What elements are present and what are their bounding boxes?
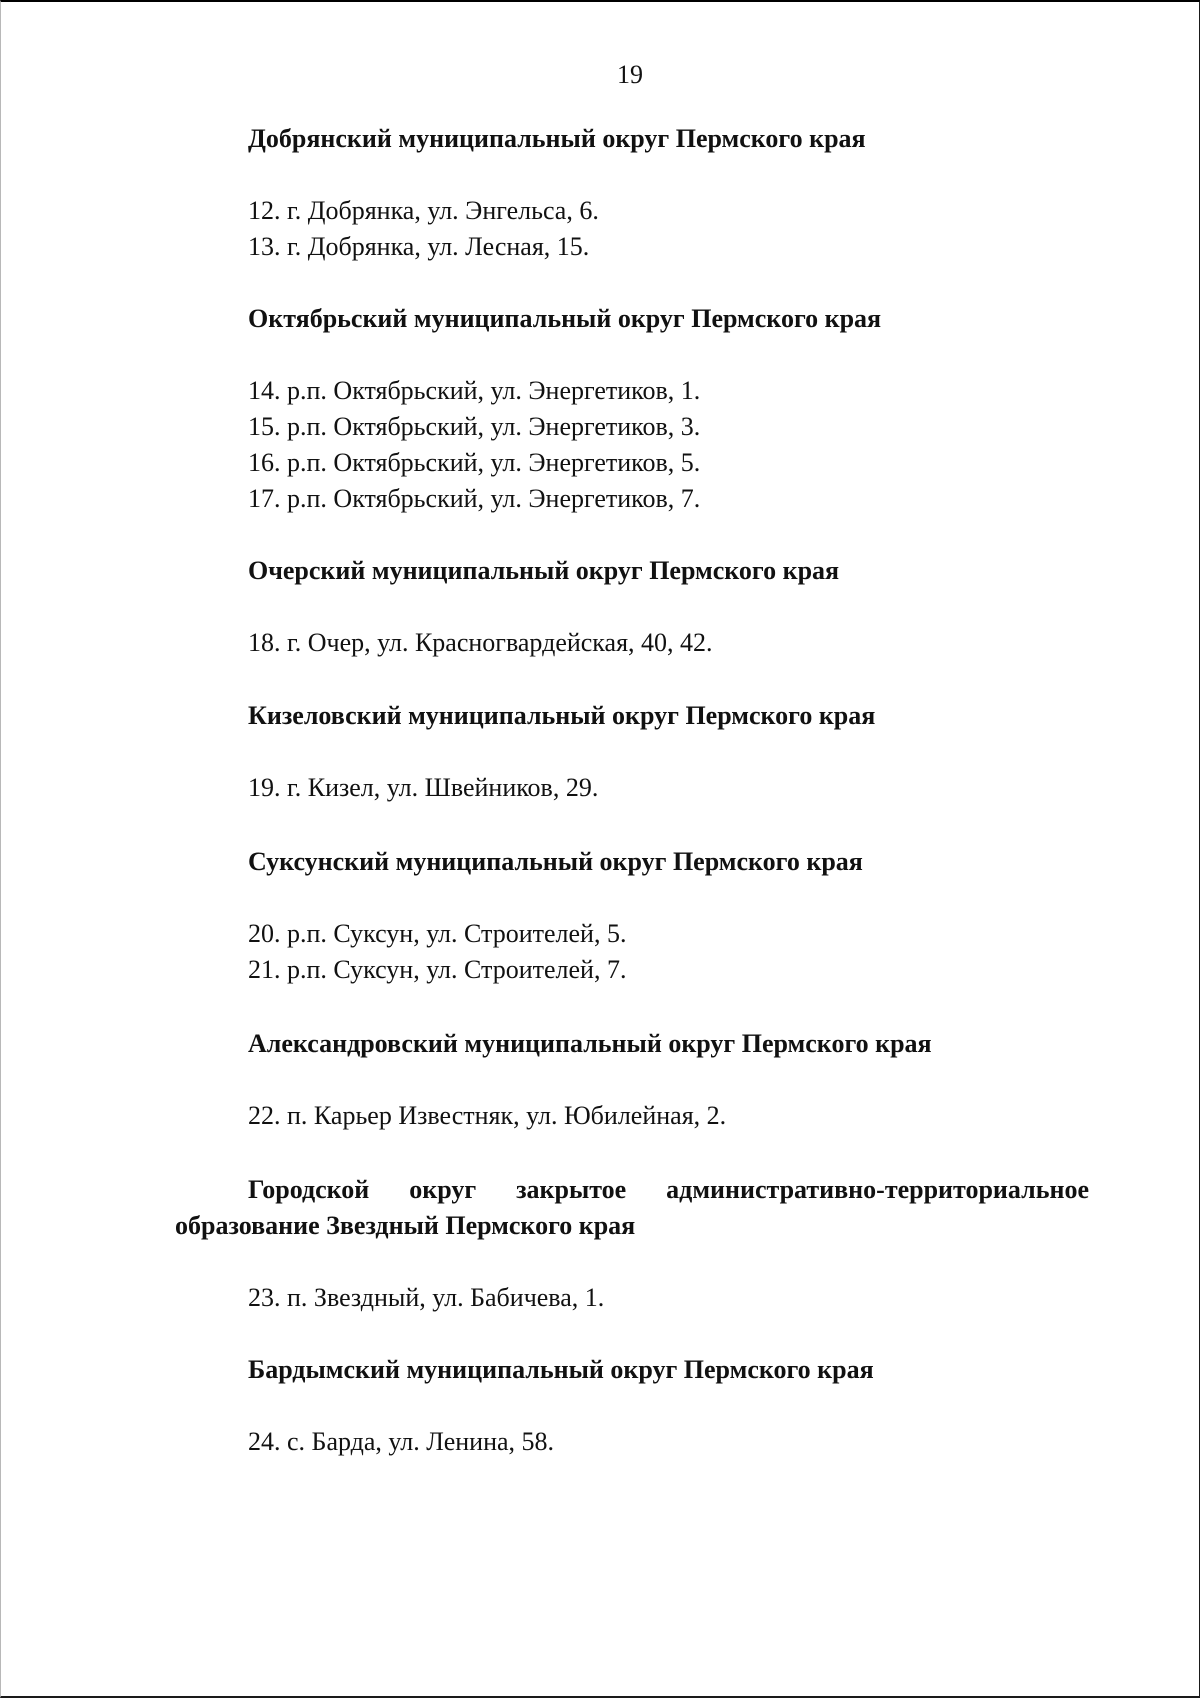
address-item-20: 20. р.п. Суксун, ул. Строителей, 5. bbox=[248, 919, 627, 948]
section-title-zvezdny-line-1: Городской округ закрытое административно-территориальное bbox=[248, 1175, 1089, 1204]
section-title-dobryansky: Добрянский муниципальный округ Пермского края bbox=[248, 124, 866, 153]
address-item-24: 24. с. Барда, ул. Ленина, 58. bbox=[248, 1427, 555, 1456]
address-item-16: 16. р.п. Октябрьский, ул. Энергетиков, 5. bbox=[248, 448, 701, 477]
section-title-suksunsky: Суксунский муниципальный округ Пермского края bbox=[248, 847, 863, 876]
section-title-bardymsky: Бардымский муниципальный округ Пермского края bbox=[248, 1355, 874, 1384]
address-item-22: 22. п. Карьер Известняк, ул. Юбилейная, 2. bbox=[248, 1101, 727, 1130]
address-item-15: 15. р.п. Октябрьский, ул. Энергетиков, 3. bbox=[248, 412, 701, 441]
address-item-14: 14. р.п. Октябрьский, ул. Энергетиков, 1. bbox=[248, 376, 701, 405]
section-title-zvezdny-line-2: образование Звездный Пермского края bbox=[175, 1211, 636, 1240]
section-title-oktyabrsky: Октябрьский муниципальный округ Пермского края bbox=[248, 304, 882, 333]
section-title-kizelovsky: Кизеловский муниципальный округ Пермского края bbox=[248, 701, 876, 730]
section-title-aleksandrovsky: Александровский муниципальный округ Пермского края bbox=[248, 1029, 932, 1058]
address-item-23: 23. п. Звездный, ул. Бабичева, 1. bbox=[248, 1283, 605, 1312]
section-title-ochersky: Очерский муниципальный округ Пермского края bbox=[248, 556, 840, 585]
address-item-21: 21. р.п. Суксун, ул. Строителей, 7. bbox=[248, 955, 627, 984]
address-item-18: 18. г. Очер, ул. Красногвардейская, 40, 42. bbox=[248, 628, 713, 657]
address-item-13: 13. г. Добрянка, ул. Лесная, 15. bbox=[248, 232, 590, 261]
address-item-17: 17. р.п. Октябрьский, ул. Энергетиков, 7. bbox=[248, 484, 701, 513]
address-item-19: 19. г. Кизел, ул. Швейников, 29. bbox=[248, 773, 599, 802]
address-item-12: 12. г. Добрянка, ул. Энгельса, 6. bbox=[248, 196, 599, 225]
section-title-zvezdny bbox=[175, 1172, 1089, 1244]
page-number: 19 bbox=[617, 60, 643, 89]
